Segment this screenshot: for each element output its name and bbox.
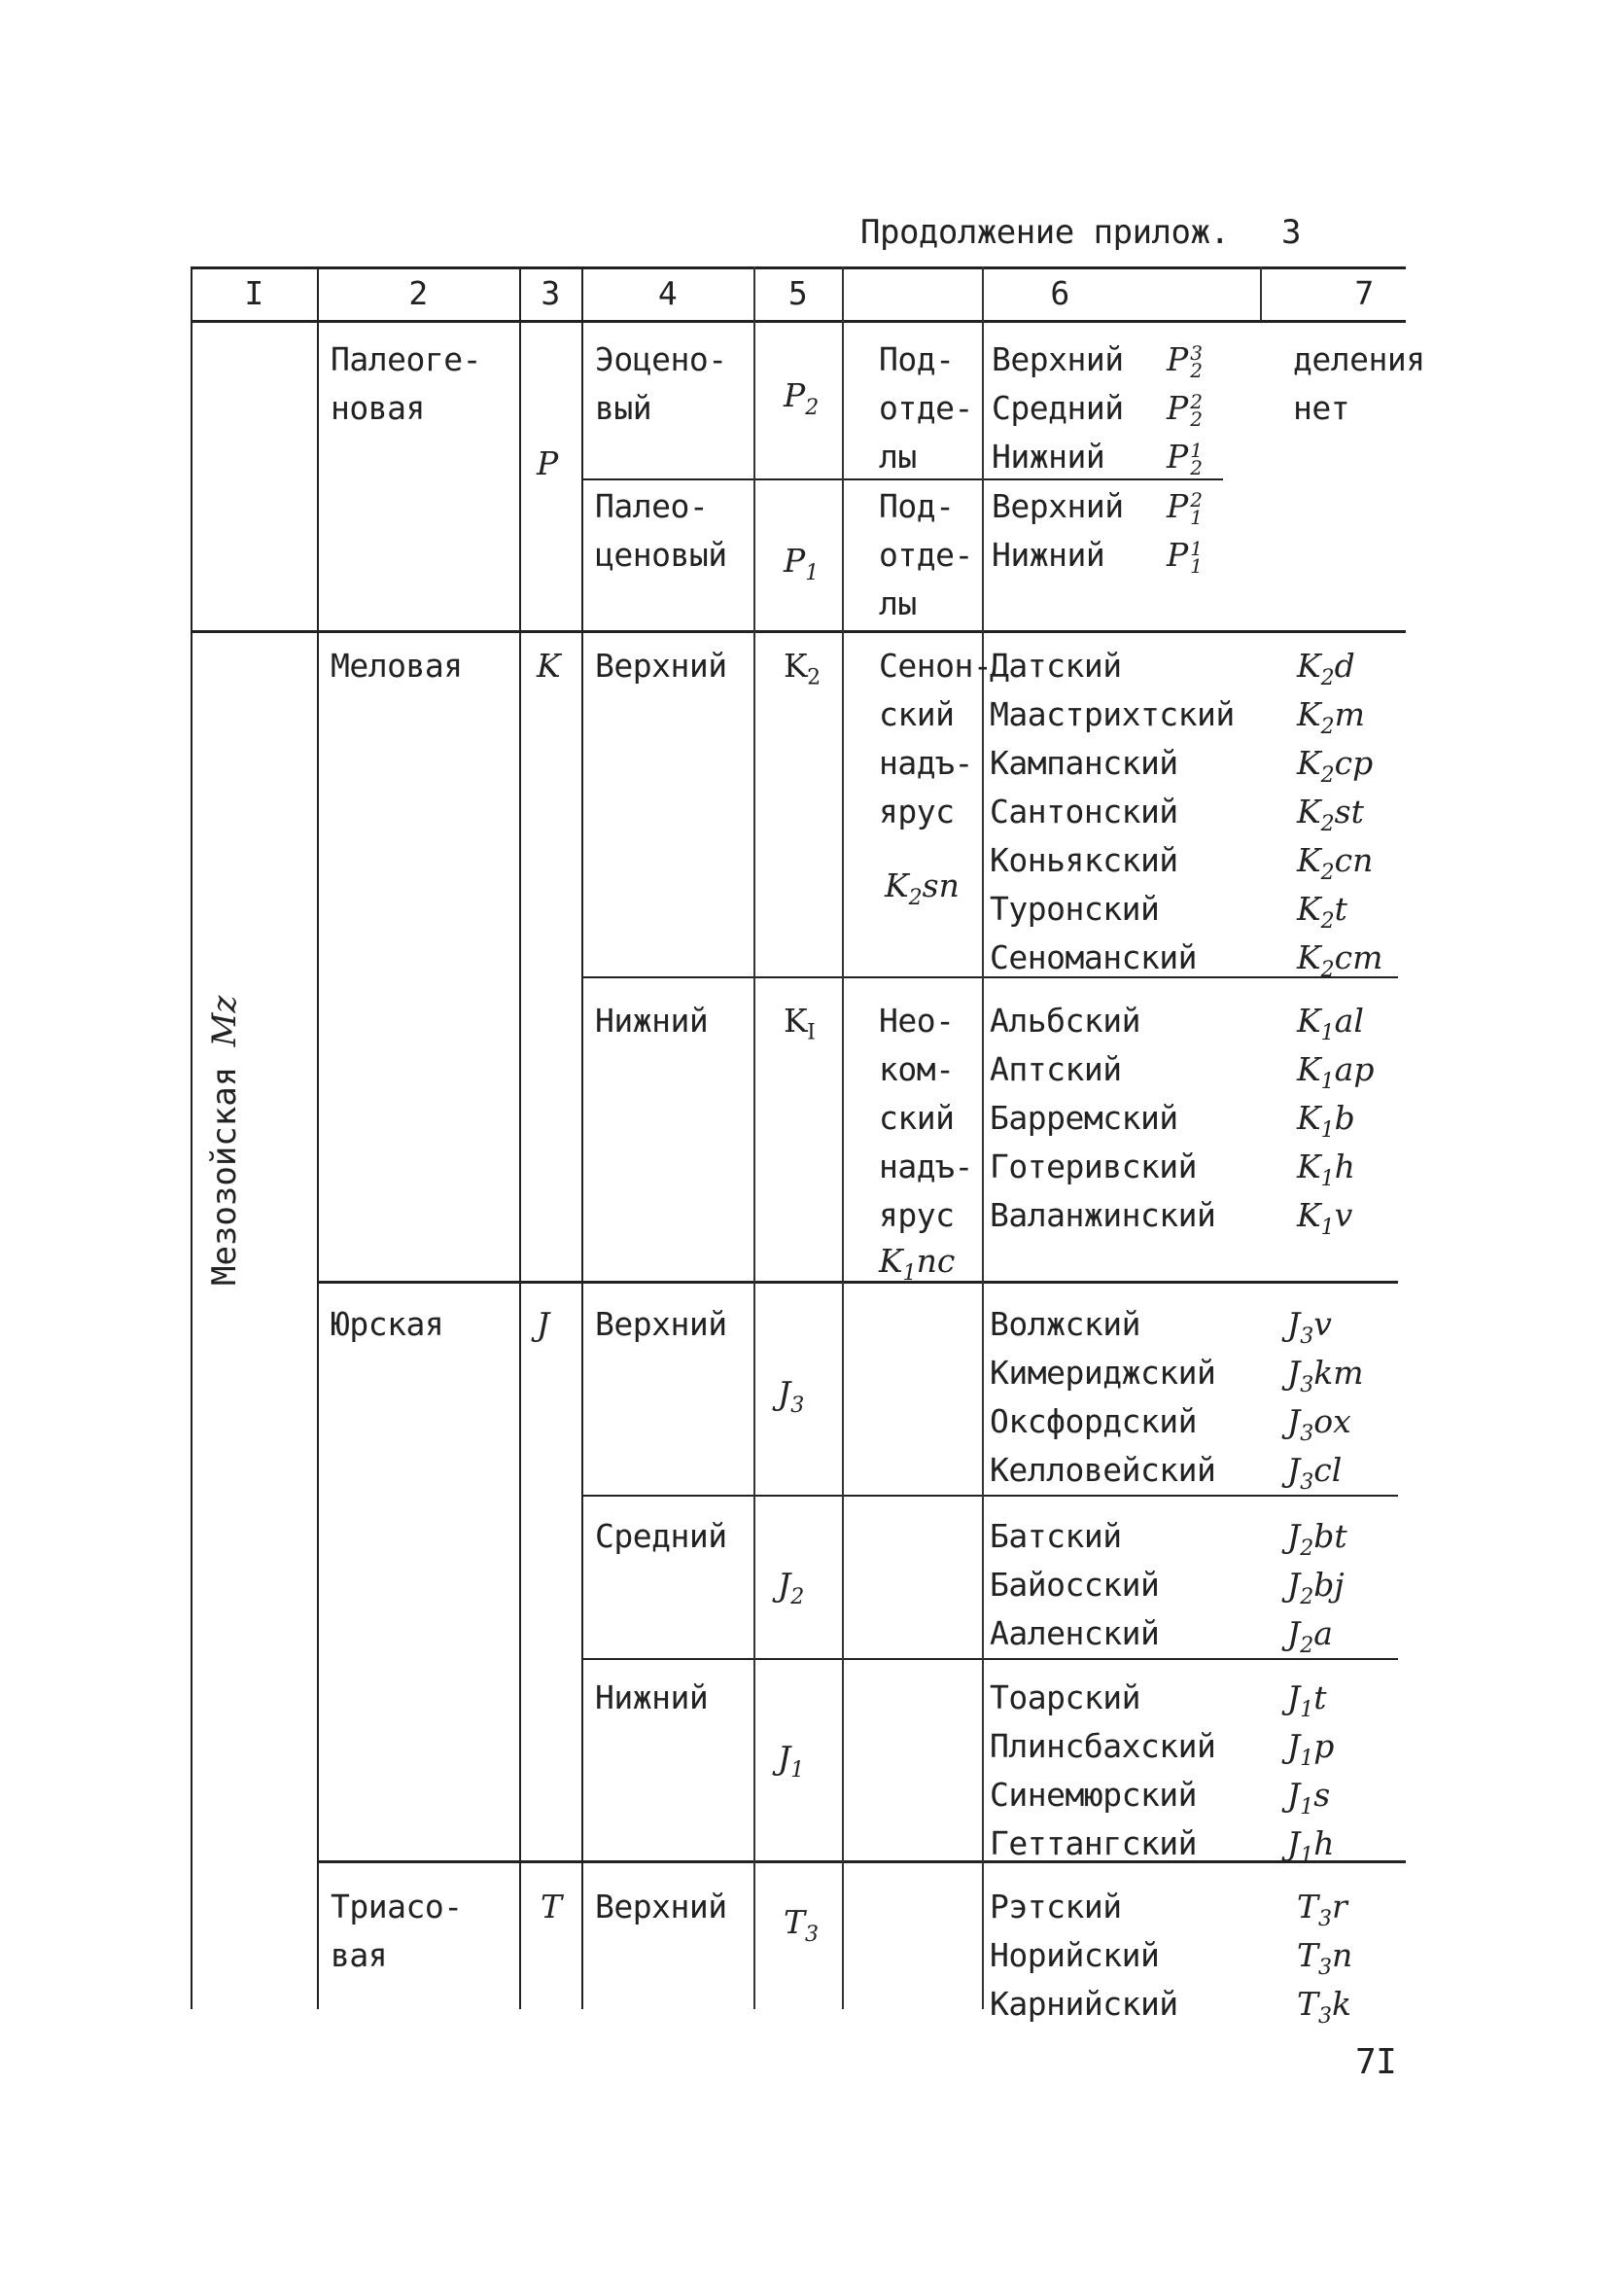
col-header-2: 2 [408,274,428,312]
paleocene-symbol: $P_1$ [784,542,820,585]
stage-index: P 2 1 [1167,487,1203,529]
stage-index: $J_1h$ [1287,1824,1335,1868]
paleogene-system: Палеоге- новая [331,340,481,427]
col-header-1: I [244,274,263,312]
stage-index: $K_2cm$ [1297,938,1383,982]
paleocene-subdivisions: Под- отде- лы [879,487,973,622]
stage-name: Кампанский [990,744,1178,782]
stage-name: Готеривский [990,1148,1198,1185]
stage-name: Маастрихтский [990,695,1235,733]
triassic-symbol: T [541,1888,563,1925]
continuation-label: Продолжение прилож. [860,213,1230,252]
stage-index: $K_1h$ [1297,1148,1355,1191]
col-1-left-rule [191,266,192,2009]
stage-index: P 1 1 [1167,536,1203,578]
stage-index: $J_1t$ [1287,1678,1327,1722]
stage-index: $K_2cn$ [1297,841,1374,885]
upper-jurassic-symbol: $J_3$ [778,1374,805,1418]
col-4-left-rule [581,266,583,2009]
stage-name: Тоарский [990,1678,1140,1716]
stage-index: P 1 2 [1167,438,1203,479]
stage-index: $K_2t$ [1297,890,1347,934]
lower-cretaceous-name: Нижний [595,1002,709,1040]
stage-name: Нижний [992,536,1105,574]
triassic-system: Триасо- вая [331,1888,463,1974]
stage-index: P 2 2 [1167,389,1203,431]
stage-name: Синемюрский [990,1776,1198,1814]
stage-name: Барремский [990,1099,1178,1137]
eocene-subdivisions: Под- отде- лы [879,340,973,476]
stage-index: $K_1al$ [1297,1002,1364,1045]
upper-cretaceous-symbol: $K_2$ [784,647,821,690]
stage-name: Нижний [992,438,1105,476]
col-header-4: 4 [657,274,678,312]
stage-name: Ааленский [990,1614,1160,1652]
stage-name: Валанжинский [990,1196,1216,1234]
stage-name: Рэтский [990,1888,1122,1925]
stage-name: Сеноманский [990,938,1198,976]
stage-index: $J_3ox$ [1287,1402,1351,1446]
middle-jurassic-bottom-rule [581,1658,1398,1660]
page-number: 7I [1355,2042,1397,2082]
era-label: Мезозойская Mz [205,995,244,1286]
no-divisions-note: деления нет [1293,340,1425,427]
stage-name: Альбский [990,1002,1140,1040]
jurassic-symbol: J [537,1305,550,1343]
stage-index: $T_3k$ [1297,1985,1352,2029]
col-6a-left-rule [842,266,844,2009]
col-header-7: 7 [1354,274,1374,312]
col-header-5: 5 [787,274,808,312]
appendix-number: 3 [1281,213,1301,252]
stage-index: $T_3n$ [1297,1936,1353,1980]
stage-index: $K_1v$ [1297,1196,1353,1240]
stage-name: Датский [990,647,1122,685]
stage-name: Средний [992,389,1124,427]
paleogene-symbol: P [537,444,559,482]
col-5-left-rule [753,266,755,2009]
lower-jurassic-symbol: $J_1$ [778,1739,805,1783]
middle-jurassic-name: Средний [595,1517,727,1555]
col-3-left-rule [519,266,521,2009]
upper-jurassic-name: Верхний [595,1305,727,1343]
eocene-name: Эоцено- вый [595,340,727,427]
col-header-3: 3 [541,274,560,312]
stage-name: Верхний [992,487,1124,525]
stage-name: Батский [990,1517,1122,1555]
stage-name: Туронский [990,890,1160,928]
stage-name: Норийский [990,1936,1160,1974]
stage-index: $K_2st$ [1297,793,1364,836]
col-header-6: 6 [1050,274,1069,312]
eocene-symbol: $P_2$ [784,376,820,420]
senonian-superstage: Сенон- ский надъ- ярус [879,647,993,830]
stage-name: Кимериджский [990,1354,1216,1392]
middle-jurassic-symbol: $J_2$ [778,1566,805,1609]
stage-index: $K_2m$ [1297,695,1365,739]
jurassic-bottom-rule [317,1860,1406,1863]
stage-name: Геттангский [990,1824,1198,1862]
stage-name: Верхний [992,340,1124,378]
stage-name: Волжский [990,1305,1140,1343]
upper-triassic-name: Верхний [595,1888,727,1925]
stage-index: $J_3cl$ [1287,1451,1343,1495]
stage-index: $K_2d$ [1297,647,1355,690]
header-bottom-rule [191,320,1406,323]
stage-name: Келловейский [990,1451,1216,1489]
stage-index: $K_1ap$ [1297,1050,1375,1094]
paleogene-bottom-rule [191,630,1406,633]
cretaceous-symbol: K [537,647,561,685]
stage-name: Оксфордский [990,1402,1198,1440]
stage-name: Сантонский [990,793,1178,830]
upper-cretaceous-name: Верхний [595,647,727,685]
senonian-index: $K_2sn$ [885,866,960,910]
paleocene-name: Палео- ценовый [595,487,727,574]
neocomian-superstage: Нео- ком- ский надъ- ярус [879,1002,973,1234]
stage-name: Плинсбахский [990,1727,1216,1765]
upper-triassic-symbol: $T_3$ [784,1903,820,1947]
stage-index: $J_2bj$ [1287,1566,1345,1609]
stage-name: Байосский [990,1566,1160,1604]
col-6b-left-rule [982,266,984,2009]
stage-name: Коньякский [990,841,1178,879]
stage-index: $J_2a$ [1287,1614,1333,1658]
col-2-left-rule [317,266,319,2009]
stage-index: $J_2bt$ [1287,1517,1347,1561]
neocomian-index: $K_1nc$ [879,1242,956,1286]
lower-cretaceous-symbol: $K_I$ [784,1002,816,1045]
lower-jurassic-name: Нижний [595,1678,709,1716]
cretaceous-bottom-rule [317,1281,1398,1284]
jurassic-system: Юрская [331,1305,444,1343]
stage-index: $J_1p$ [1287,1727,1335,1771]
stage-index: $J_3v$ [1287,1305,1332,1349]
stage-index: $K_2cp$ [1297,744,1374,788]
stage-index: $K_1b$ [1297,1099,1355,1143]
stage-index: $J_3km$ [1287,1354,1364,1397]
stage-index: $J_1s$ [1287,1776,1331,1819]
stage-name: Карнийский [990,1985,1178,2023]
cretaceous-system: Меловая [331,647,463,685]
stage-index: $T_3r$ [1297,1888,1347,1931]
stage-index: P 3 2 [1167,340,1203,382]
stage-name: Аптский [990,1050,1122,1088]
upper-jurassic-bottom-rule [581,1495,1398,1497]
